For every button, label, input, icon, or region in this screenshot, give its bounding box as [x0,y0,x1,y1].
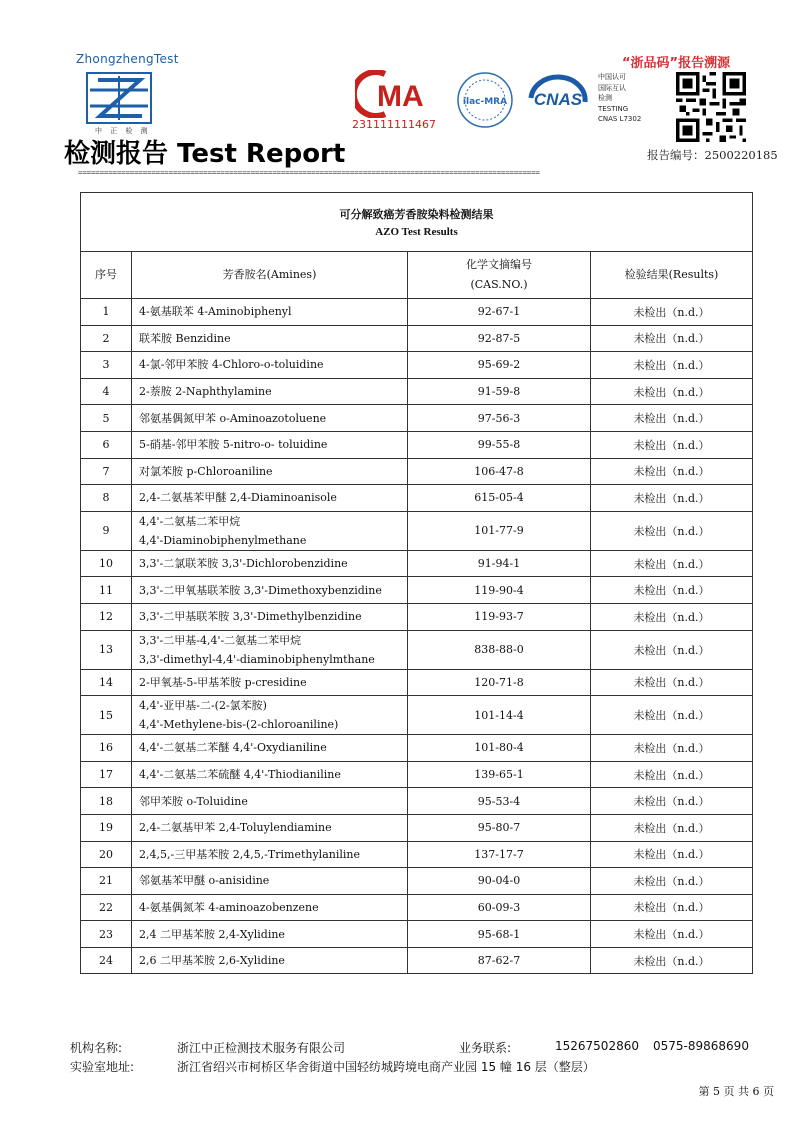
org-value: 浙江中正检测技术服务有限公司 [177,1041,346,1055]
cas-number: 101-77-9 [408,511,591,550]
cma-number: 231111111467 [352,118,436,131]
test-result: 未检出（n.d.） [591,458,753,485]
cas-number: 87-62-7 [408,947,591,974]
amine-name: 2,6 二甲基苯胺 2,6-Xylidine [132,947,408,974]
traceability-title: “浙品码”报告溯源 [622,56,731,71]
table-row [81,735,753,762]
amine-name: 邻氨基苯甲醚 o-anisidine [132,868,408,895]
cas-number: 92-67-1 [408,299,591,326]
cas-number: 838-88-0 [408,630,591,669]
test-result: 未检出（n.d.） [591,577,753,604]
cas-number: 119-90-4 [408,577,591,604]
row-number: 16 [81,735,132,762]
table-row [81,405,753,432]
test-result: 未检出（n.d.） [591,894,753,921]
table-row [81,299,753,326]
row-number: 5 [81,405,132,432]
test-result: 未检出（n.d.） [591,814,753,841]
row-number: 6 [81,431,132,458]
amine-name: 3,3'-二甲氧基联苯胺 3,3'-Dimethoxybenzidine [132,577,408,604]
page-number: 第 5 页 共 6 页 [698,1085,774,1098]
cas-number: 139-65-1 [408,761,591,788]
table-row [81,630,753,669]
test-result: 未检出（n.d.） [591,947,753,974]
amine-name: 2,4-二氨基苯甲醚 2,4-Diaminoanisole [132,485,408,512]
row-number: 13 [81,630,132,669]
amine-name: 5-硝基-邻甲苯胺 5-nitro-o- toluidine [132,431,408,458]
test-result: 未检出（n.d.） [591,405,753,432]
row-number: 9 [81,511,132,550]
test-result: 未检出（n.d.） [591,921,753,948]
test-result: 未检出（n.d.） [591,352,753,379]
row-number: 23 [81,921,132,948]
table-row [81,485,753,512]
amine-name: 4,4'-亚甲基-二-(2-氯苯胺) 4,4'-Methylene-bis-(2-chloroaniline) [132,696,408,735]
table-row [81,577,753,604]
table-row [81,696,753,735]
amine-name: 2,4-二氨基甲苯 2,4-Toluylendiamine [132,814,408,841]
test-result: 未检出（n.d.） [591,669,753,696]
cas-number: 106-47-8 [408,458,591,485]
table-title-en: AZO Test Results [375,226,458,238]
cas-number: 99-55-8 [408,431,591,458]
row-number: 4 [81,378,132,405]
table-row [81,352,753,379]
amine-name: 邻氨基偶氮甲苯 o-Aminoazotoluene [132,405,408,432]
row-number: 2 [81,325,132,352]
test-result: 未检出（n.d.） [591,788,753,815]
table-row [81,761,753,788]
phone-2: 0575-89868690 [653,1039,749,1053]
test-result: 未检出（n.d.） [591,868,753,895]
brand-name: ZhongzhengTest [76,52,179,66]
report-title: 检测报告 Test Report [64,139,346,169]
table-row [81,603,753,630]
qr-code-icon[interactable] [676,72,746,142]
ilac-text: ilac-MRA [462,97,508,107]
test-result: 未检出（n.d.） [591,431,753,458]
cas-number: 101-80-4 [408,735,591,762]
logo-subtext: 中 正 检 测 [95,127,151,135]
test-result: 未检出（n.d.） [591,841,753,868]
report-number: 报告编号：2500220185 [647,148,778,162]
table-row [81,947,753,974]
row-number: 3 [81,352,132,379]
cas-number: 97-56-3 [408,405,591,432]
amine-name: 4,4'-二氨基二苯甲烷 4,4'-Diaminobiphenylmethane [132,511,408,550]
ilac-mra-logo-icon [453,70,517,130]
table-row [81,431,753,458]
cas-number: 91-94-1 [408,550,591,577]
cas-number: 95-69-2 [408,352,591,379]
test-result: 未检出（n.d.） [591,761,753,788]
header-no: 序号 [81,252,132,299]
company-logo-icon [86,72,152,124]
cas-number: 101-14-4 [408,696,591,735]
row-number: 10 [81,550,132,577]
table-row [81,550,753,577]
cas-number: 90-04-0 [408,868,591,895]
cma-logo-icon [355,70,435,118]
amine-name: 2,4 二甲基苯胺 2,4-Xylidine [132,921,408,948]
cas-number: 91-59-8 [408,378,591,405]
table-row [81,814,753,841]
cnas-logo-icon [523,72,593,124]
org-label: 机构名称: [70,1041,123,1055]
cnas-text: CNAS [533,90,583,109]
amine-name: 2-甲氧基-5-甲基苯胺 p-cresidine [132,669,408,696]
amine-name: 4-氨基偶氮苯 4-aminoazobenzene [132,894,408,921]
table-header-row [81,252,753,299]
test-result: 未检出（n.d.） [591,378,753,405]
row-number: 14 [81,669,132,696]
table-title-cn: 可分解致癌芳香胺染料检测结果 [339,208,494,221]
row-number: 7 [81,458,132,485]
row-number: 18 [81,788,132,815]
table-row [81,511,753,550]
amine-name: 对氯苯胺 p-Chloroaniline [132,458,408,485]
row-number: 15 [81,696,132,735]
table-body [81,299,753,974]
cas-number: 95-53-4 [408,788,591,815]
ma-text: MA [377,80,424,113]
cas-number: 119-93-7 [408,603,591,630]
row-number: 17 [81,761,132,788]
cas-number: 95-68-1 [408,921,591,948]
table-row [81,868,753,895]
amine-name: 3,3'-二氯联苯胺 3,3'-Dichlorobenzidine [132,550,408,577]
table-row [81,894,753,921]
cnas-accreditation-text: 中国认可 国际互认 检测 TESTING CNAS L7302 [598,73,642,123]
cas-number: 95-80-7 [408,814,591,841]
cas-number: 137-17-7 [408,841,591,868]
header-result: 检验结果(Results) [591,252,753,299]
cas-number: 60-09-3 [408,894,591,921]
table-row [81,788,753,815]
cas-number: 615-05-4 [408,485,591,512]
azo-results-table [80,192,753,974]
table-row [81,841,753,868]
test-result: 未检出（n.d.） [591,299,753,326]
row-number: 8 [81,485,132,512]
test-result: 未检出（n.d.） [591,485,753,512]
cas-number: 120-71-8 [408,669,591,696]
row-number: 12 [81,603,132,630]
row-number: 22 [81,894,132,921]
header-amine-name: 芳香胺名(Amines) [132,252,408,299]
row-number: 1 [81,299,132,326]
phone-1: 15267502860 [555,1039,639,1053]
row-number: 20 [81,841,132,868]
test-result: 未检出（n.d.） [591,603,753,630]
table-row [81,325,753,352]
test-result: 未检出（n.d.） [591,325,753,352]
test-result: 未检出（n.d.） [591,550,753,577]
test-result: 未检出（n.d.） [591,511,753,550]
table-caption [81,193,753,252]
row-number: 19 [81,814,132,841]
cas-number: 92-87-5 [408,325,591,352]
test-result: 未检出（n.d.） [591,735,753,762]
lab-address-value: 浙江省绍兴市柯桥区华舍街道中国轻纺城跨境电商产业园 15 幢 16 层（整层） [177,1060,595,1074]
amine-name: 2,4,5,-三甲基苯胺 2,4,5,-Trimethylaniline [132,841,408,868]
test-result: 未检出（n.d.） [591,696,753,735]
header-cas-no: 化学文摘编号 (CAS.NO.) [408,252,591,299]
amine-name: 3,3'-二甲基-4,4'-二氨基二苯甲烷 3,3'-dimethyl-4,4'-diaminobiphenylmthane [132,630,408,669]
amine-name: 4-氨基联苯 4-Aminobiphenyl [132,299,408,326]
contact-label: 业务联系: [459,1041,512,1055]
amine-name: 4,4'-二氨基二苯硫醚 4,4'-Thiodianiline [132,761,408,788]
amine-name: 联苯胺 Benzidine [132,325,408,352]
amine-name: 2-萘胺 2-Naphthylamine [132,378,408,405]
amine-name: 3,3'-二甲基联苯胺 3,3'-Dimethylbenzidine [132,603,408,630]
amine-name: 4,4'-二氨基二苯醚 4,4'-Oxydianiline [132,735,408,762]
table-row [81,458,753,485]
test-result: 未检出（n.d.） [591,630,753,669]
amine-name: 邻甲苯胺 o-Toluidine [132,788,408,815]
row-number: 21 [81,868,132,895]
lab-address-label: 实验室地址: [70,1060,135,1074]
table-row [81,378,753,405]
row-number: 11 [81,577,132,604]
amine-name: 4-氯-邻甲苯胺 4-Chloro-o-toluidine [132,352,408,379]
separator-line: =========================================================================================================== [78,168,540,177]
table-row [81,669,753,696]
table-row [81,921,753,948]
row-number: 24 [81,947,132,974]
